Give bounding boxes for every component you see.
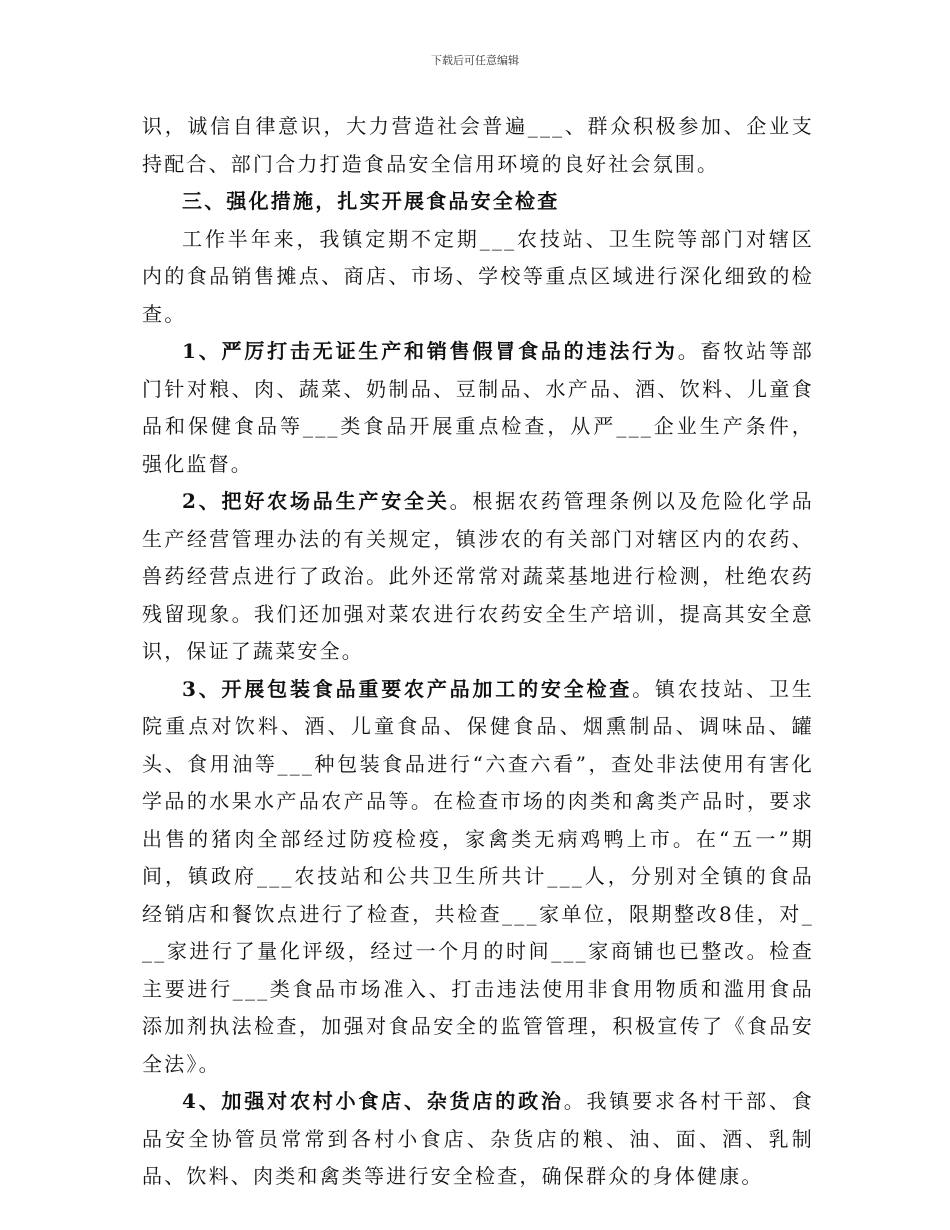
item-lead: 3、开展包装食品重要农产品加工的安全检查 [182, 676, 633, 701]
paragraph-intro [142, 221, 814, 334]
item-lead: 1、严厉打击无证生产和销售假冒食品的违法行为 [182, 339, 678, 363]
paragraph-continuation [142, 108, 814, 183]
document-body [142, 108, 814, 1196]
paragraph-text: 。我镇要求各村干部、食品安全协管员常常到各村小食店、杂货店的粮、油、面、酒、乳制品、饮料、肉类和禽类等进行安全检查，确保群众的身体健康。 [142, 1089, 814, 1188]
paragraph-item-2 [142, 483, 814, 671]
paragraph-text: 识，诚信自律意识，大力营造社会普遍___、群众积极参加、企业支持配合、部门合力打造食品安全信用环境的良好社会氛围。 [142, 114, 814, 176]
item-lead: 2、把好农场品生产安全关 [182, 489, 450, 513]
paragraph-text: 。根据农药管理条例以及危险化学品生产经营管理办法的有关规定，镇涉农的有关部门对辖区内的农药、兽药经营点进行了政治。此外还常常对蔬菜基地进行检测，杜绝农药残留现象。我们还加强对菜农进行农药安全生产培训，提高其安全意识，保证了蔬菜安全。 [142, 489, 814, 663]
paragraph-item-1 [142, 333, 814, 483]
paragraph-text: 工作半年来，我镇定期不定期___农技站、卫生院等部门对辖区内的食品销售摊点、商店、市场、学校等重点区域进行深化细致的检查。 [142, 226, 814, 326]
paragraph-item-4 [142, 1083, 814, 1196]
paragraph-item-3 [142, 671, 814, 1084]
page-header: 下载后可任意编辑 [431, 54, 519, 67]
paragraph-text: 。镇农技站、卫生院重点对饮料、酒、儿童食品、保健食品、烟熏制品、调味品、罐头、食用油等___种包装食品进行“六查六看”，查处非法使用有害化学品的水果水产品农产品等。在检查市场的肉类和禽类产品时，要求出售的猪肉全部经过防疫检疫，家禽类无病鸡鸭上市。在“五一”期间，镇政府___农技站和公共卫生所共计___人，分别对全镇的食品经销店和餐饮点进行了检查，共检查___家单位，限期整改8佳，对___家进行了量化评级，经过一个月的时间___家商铺也已整改。检查主要进行___类食品市场准入、打击违法使用非食用物质和滥用食品添加剂执法检查，加强对食品安全的监管管理，积极宣传了《食品安全法》。 [142, 676, 814, 1076]
item-lead: 4、加强对农村小食店、杂货店的政治 [182, 1089, 564, 1113]
section-heading: 三、强化措施，扎实开展食品安全检查 [182, 189, 560, 213]
paragraph-text: 。畜牧站等部门针对粮、肉、蔬菜、奶制品、豆制品、水产品、酒、饮料、儿童食品和保健食品等___类食品开展重点检查，从严___企业生产条件，强化监督。 [142, 339, 814, 476]
